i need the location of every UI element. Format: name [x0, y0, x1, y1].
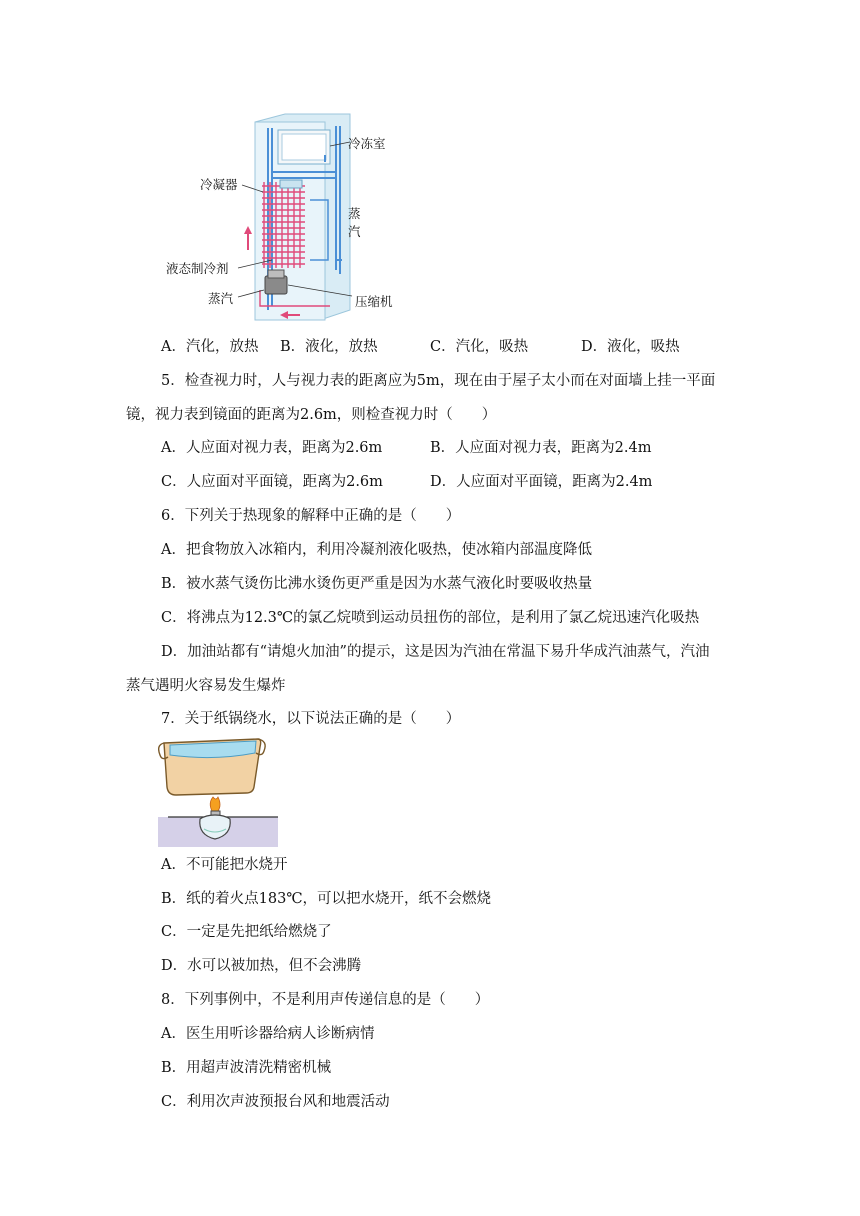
- label-condenser: 冷凝器: [200, 177, 238, 192]
- q4-option-c: C．汽化，吸热: [430, 339, 529, 355]
- q8-option-c: C．利用次声波预报台风和地震活动: [161, 1094, 390, 1110]
- q7-option-c: C．一定是先把纸给燃烧了: [161, 924, 332, 940]
- q6-option-b: B．被水蒸气烫伤比沸水烫伤更严重是因为水蒸气液化时要吸收热量: [161, 576, 593, 592]
- q8-option-b: B．用超声波清洗精密机械: [161, 1060, 332, 1076]
- q4-option-d: D．液化，吸热: [581, 339, 680, 355]
- q5-stem-line2: 镜，视力表到镜面的距离为2.6m，则检查视力时（ ）: [126, 407, 497, 423]
- q5-option-d: D．人应面对平面镜，距离为2.4m: [430, 474, 653, 490]
- label-vapor-bottom: 蒸汽: [208, 291, 234, 306]
- q6-option-d-line1: D．加油站都有“请熄火加油”的提示，这是因为汽油在常温下易升华成汽油蒸气，汽油: [161, 644, 710, 660]
- q6-option-d-line2: 蒸气遇明火容易发生爆炸: [126, 678, 286, 694]
- label-liquid-refrigerant: 液态制冷剂: [166, 261, 229, 276]
- label-compressor: 压缩机: [355, 294, 393, 309]
- q8-stem: 8．下列事例中，不是利用声传递信息的是（ ）: [161, 992, 490, 1008]
- paper-pot-diagram: [158, 735, 278, 847]
- q6-stem: 6．下列关于热现象的解释中正确的是（ ）: [161, 508, 461, 524]
- q5-option-c: C．人应面对平面镜，距离为2.6m: [161, 474, 383, 490]
- q4-option-a: A．汽化，放热: [161, 339, 259, 355]
- q5-stem-line1: 5．检查视力时，人与视力表的距离应为5m，现在由于屋子太小而在对面墙上挂一平面: [161, 373, 716, 389]
- q7-option-b: B．纸的着火点183℃，可以把水烧开，纸不会燃烧: [161, 891, 492, 907]
- label-vapor-side: 蒸 汽: [348, 206, 361, 239]
- q7-option-a: A．不可能把水烧开: [161, 857, 288, 873]
- q4-option-b: B．液化，放热: [280, 339, 378, 355]
- q8-option-a: A．医生用听诊器给病人诊断病情: [161, 1026, 375, 1042]
- q7-option-d: D．水可以被加热，但不会沸腾: [161, 958, 362, 974]
- label-freezer: 冷冻室: [348, 136, 386, 151]
- q6-option-c: C．将沸点为12.3℃的氯乙烷喷到运动员扭伤的部位，是利用了氯乙烷迅速汽化吸热: [161, 610, 700, 626]
- q7-stem: 7．关于纸锅绕水，以下说法正确的是（ ）: [161, 711, 461, 727]
- q6-option-a: A．把食物放入冰箱内，利用冷凝剂液化吸热，使冰箱内部温度降低: [161, 542, 592, 558]
- q5-option-a: A．人应面对视力表，距离为2.6m: [161, 440, 383, 456]
- q5-option-b: B．人应面对视力表，距离为2.4m: [430, 440, 652, 456]
